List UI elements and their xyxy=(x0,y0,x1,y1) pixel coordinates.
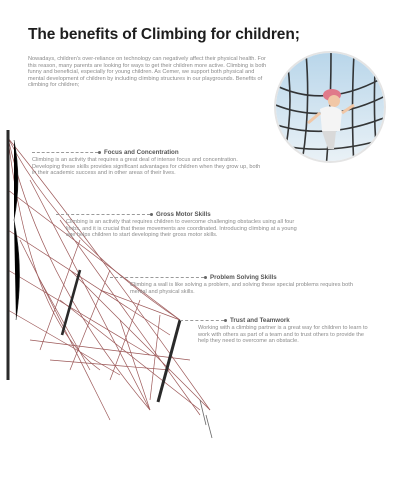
child-climbing-photo xyxy=(276,53,384,161)
section-title: Trust and Teamwork xyxy=(230,316,290,324)
section-problem-solving-skills xyxy=(110,273,360,295)
dashed-connector xyxy=(32,152,98,153)
bullet-dot-icon xyxy=(150,213,153,216)
section-focus-concentration xyxy=(32,148,264,177)
section-text: Climbing is an activity that requires a great deal of intense focus and concentration. Developing these skills provides significant advantages for children when they grow up, both in their academic success and in other areas of their lives. xyxy=(32,157,261,177)
bullet-dot-icon xyxy=(204,276,207,279)
dashed-connector xyxy=(110,277,204,278)
section-header xyxy=(180,316,375,324)
section-header xyxy=(110,273,360,281)
section-text: Climbing is an activity that requires children to overcome challenging obstacles using all four limbs, and it is crucial that these movements are coordinated. Introducing climbing at a young age helps children to start developing their gross motor skills. xyxy=(66,219,297,239)
section-header xyxy=(56,210,306,218)
section-text: Climbing a wall is like solving a problem, and solving these special problems requires both mental and physical skills. xyxy=(130,282,353,295)
section-trust-teamwork xyxy=(180,316,375,345)
section-title: Gross Motor Skills xyxy=(156,210,211,218)
intro-paragraph: Nowadays, children's over-reliance on technology can negatively affect their physical health. For this reason, many parents are looking for ways to get their children more active. Climbing is both funny and beneficial, especially for young children. As Cemer, we support both physical and mental development of children by including climbing structures in our playgrounds. Benefits of climbing for children; xyxy=(28,56,267,89)
bullet-dot-icon xyxy=(98,151,101,154)
section-text: Working with a climbing partner is a great way for children to learn to work with others as part of a team and to trust others to provide the help they need to overcome an obstacle. xyxy=(198,325,368,345)
dashed-connector xyxy=(180,320,224,321)
section-header xyxy=(32,148,264,156)
section-title: Problem Solving Skills xyxy=(210,273,277,281)
bullet-dot-icon xyxy=(224,319,227,322)
section-gross-motor-skills xyxy=(56,210,306,239)
page-title: The benefits of Climbing for children; xyxy=(28,26,300,43)
dashed-connector xyxy=(56,214,150,215)
section-title: Focus and Concentration xyxy=(104,148,179,156)
